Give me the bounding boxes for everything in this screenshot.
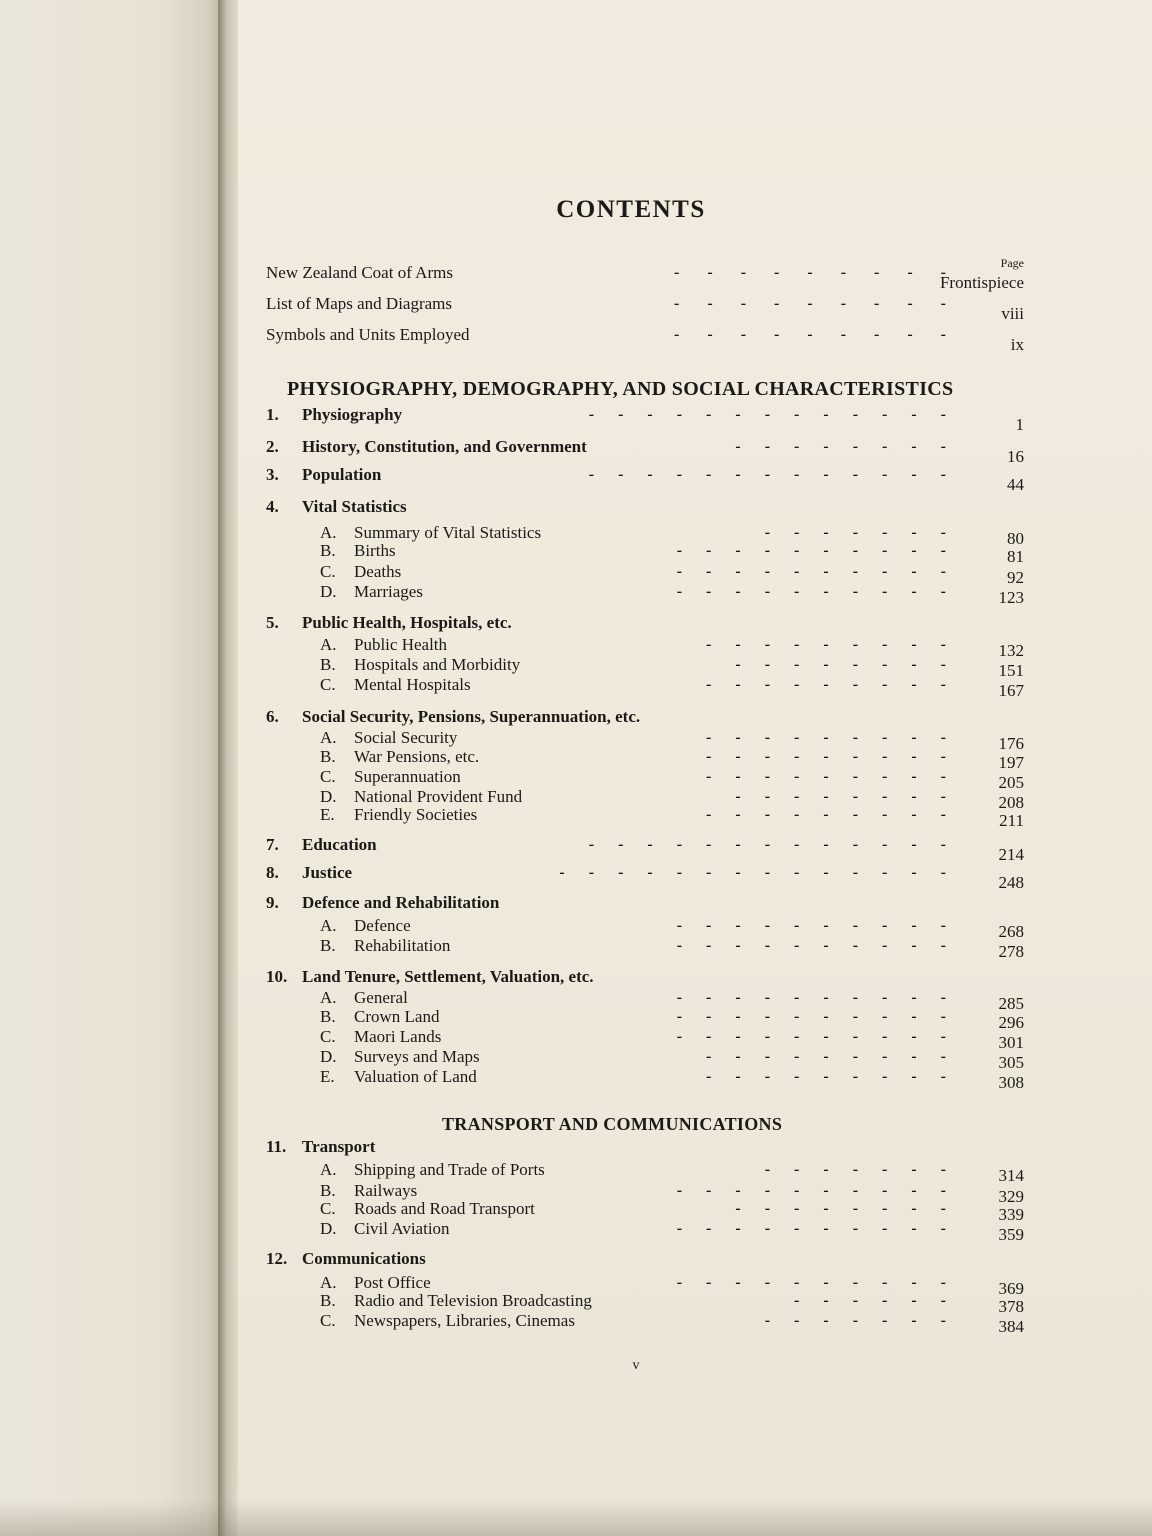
- toc-entry-title: Deaths: [354, 562, 402, 581]
- toc-page-number: 214: [998, 845, 1024, 864]
- toc-page-number: 359: [998, 1225, 1024, 1244]
- toc-leader-dashes: - - - - - - - -: [735, 656, 946, 673]
- toc-entry: [266, 1159, 1024, 1185]
- toc-entry-letter: C.: [320, 1199, 336, 1218]
- toc-entry: [266, 1136, 1024, 1158]
- toc-entry: [266, 674, 1024, 700]
- toc-entry-number: 12.: [266, 1249, 288, 1268]
- toc-entry: [266, 634, 1024, 660]
- toc-page-number: 176: [998, 734, 1024, 753]
- toc-entry-title: Population: [302, 465, 382, 484]
- toc-entry: [266, 1026, 1024, 1052]
- toc-entry-letter: D.: [320, 1047, 337, 1066]
- toc-entry-title: Surveys and Maps: [354, 1047, 480, 1066]
- toc-entry-title: General: [354, 988, 408, 1007]
- toc-leader-dashes: - - - - - - - - -: [706, 748, 946, 765]
- toc-entry-title: Shipping and Trade of Ports: [354, 1160, 545, 1179]
- toc-entry-letter: B.: [320, 655, 336, 674]
- toc-entry: [266, 935, 1024, 961]
- toc-entry: [266, 804, 1024, 830]
- toc-entry-letter: A.: [320, 916, 337, 935]
- toc-leader-dashes: - - - - - - - - - - - - -: [588, 466, 946, 483]
- toc-entry-letter: C.: [320, 1027, 336, 1046]
- toc-entry-letter: C.: [320, 1311, 336, 1330]
- toc-entry-number: 10.: [266, 967, 288, 986]
- toc-entry: [266, 464, 1024, 494]
- toc-entry-letter: E.: [320, 1067, 335, 1086]
- toc-entry-title: Transport: [302, 1137, 376, 1156]
- toc-entry-letter: B.: [320, 1007, 336, 1026]
- toc-leader-dashes: - - - - - - - - -: [706, 806, 946, 823]
- toc-entry-title: Hospitals and Morbidity: [354, 655, 521, 674]
- toc-leader-dashes: - - - - - - - - - -: [676, 1028, 946, 1045]
- toc-entry: [266, 1310, 1024, 1336]
- toc-entry-title: Mental Hospitals: [354, 675, 471, 694]
- toc-entry-number: 7.: [266, 835, 279, 854]
- toc-entry: [266, 540, 1024, 566]
- toc-entry-number: 11.: [266, 1137, 287, 1156]
- toc-leader-dashes: - - - - - - - -: [735, 788, 946, 805]
- toc-entry-title: Defence and Rehabilitation: [302, 893, 500, 912]
- toc-entry: [266, 1066, 1024, 1092]
- toc-page-number: 80: [1007, 529, 1024, 548]
- toc-page-number: 308: [998, 1073, 1024, 1092]
- toc-page-number: 16: [1007, 447, 1024, 466]
- toc-entry-title: Public Health: [354, 635, 448, 654]
- toc-entry-number: 9.: [266, 893, 279, 912]
- toc-entry: [266, 1198, 1024, 1224]
- toc-leader-dashes: - - - - - - - - -: [674, 326, 946, 343]
- toc-entry-letter: A.: [320, 635, 337, 654]
- toc-leader-dashes: - - - - - - - - - - - - - -: [559, 864, 946, 881]
- toc-page-number: 296: [998, 1013, 1024, 1032]
- toc-page-number: viii: [1001, 304, 1024, 323]
- toc-page-number: 268: [998, 922, 1024, 941]
- toc-entry-letter: E.: [320, 805, 335, 824]
- toc-entry-letter: C.: [320, 767, 336, 786]
- toc-entry-title: Justice: [302, 863, 353, 882]
- toc-entry-title: Education: [302, 835, 377, 854]
- toc-entry-letter: C.: [320, 562, 336, 581]
- toc-leader-dashes: - - - - - - - - -: [706, 729, 946, 746]
- toc-leader-dashes: - - - - - - - - - - - - -: [588, 406, 946, 423]
- toc-entry-title: List of Maps and Diagrams: [266, 294, 453, 313]
- toc-entry: [266, 892, 1024, 914]
- toc-entry-title: Social Security, Pensions, Superannuation, etc.: [302, 707, 641, 726]
- toc-entry-title: Vital Statistics: [302, 497, 407, 516]
- toc-entry-title: Friendly Societies: [354, 805, 478, 824]
- toc-entry-title: Superannuation: [354, 767, 461, 786]
- toc-page-number: 305: [998, 1053, 1024, 1072]
- toc-entry-number: 3.: [266, 465, 279, 484]
- toc-entry: [266, 324, 1024, 354]
- toc-leader-dashes: - - - - - - - - -: [706, 1068, 946, 1085]
- toc-page-number: 44: [1007, 475, 1024, 494]
- toc-entry-title: Public Health, Hospitals, etc.: [302, 613, 512, 632]
- toc-entry: [266, 612, 1024, 634]
- toc-entry: [266, 966, 1024, 988]
- toc-entry: [266, 1046, 1024, 1072]
- toc-entry: [266, 1248, 1024, 1270]
- toc-leader-dashes: - - - - - - - - - -: [676, 937, 946, 954]
- toc-page-number: 378: [998, 1297, 1024, 1316]
- toc-entry-title: New Zealand Coat of Arms: [266, 263, 453, 282]
- toc-page-number: 285: [998, 994, 1024, 1013]
- toc-entry-letter: C.: [320, 675, 336, 694]
- section-heading: TRANSPORT AND COMMUNICATIONS: [442, 1114, 783, 1134]
- toc-entry-title: Maori Lands: [354, 1027, 442, 1046]
- toc-entry: [266, 581, 1024, 607]
- toc-leader-dashes: - - - - - - - - - -: [676, 563, 946, 580]
- toc-leader-dashes: - - - - - - - - - -: [676, 917, 946, 934]
- section-heading: PHYSIOGRAPHY, DEMOGRAPHY, AND SOCIAL CHARACTERISTICS: [287, 378, 954, 400]
- toc-leader-dashes: - - - - - - - - -: [674, 264, 946, 281]
- toc-entry-letter: D.: [320, 582, 337, 601]
- toc-leader-dashes: - - - - - - - - -: [674, 295, 946, 312]
- toc-leader-dashes: - - - - - -: [794, 1292, 946, 1309]
- toc-entry: [266, 293, 1024, 323]
- toc-entry-title: Marriages: [354, 582, 423, 601]
- toc-page-number: 151: [998, 661, 1024, 680]
- page-column-label: Page: [1000, 256, 1024, 270]
- toc-page-number: 92: [1007, 568, 1024, 587]
- toc-entry-title: Valuation of Land: [354, 1067, 477, 1086]
- toc-entry: [266, 1006, 1024, 1032]
- toc-leader-dashes: - - - - - - - - - - - - -: [588, 836, 946, 853]
- toc-page-number: 1: [1015, 415, 1024, 434]
- toc-entry-letter: A.: [320, 1273, 337, 1292]
- left-page-bleed-through: [12, 320, 212, 1220]
- toc-entry: [266, 915, 1024, 941]
- page-folio: v: [632, 1358, 640, 1373]
- toc-page-number: 314: [998, 1166, 1024, 1185]
- toc-entry-letter: A.: [320, 728, 337, 747]
- toc-entry: [266, 262, 1024, 292]
- toc-leader-dashes: - - - - - - - - -: [706, 768, 946, 785]
- toc-page-number: 339: [998, 1205, 1024, 1224]
- toc-page-number: 197: [998, 753, 1024, 772]
- toc-entry-letter: B.: [320, 541, 336, 560]
- toc-page-number: 211: [999, 811, 1024, 830]
- toc-entry-title: Rehabilitation: [354, 936, 451, 955]
- toc-entry: [266, 436, 1024, 466]
- toc-entry-title: Defence: [354, 916, 411, 935]
- toc-page-number: 132: [998, 641, 1024, 660]
- toc-entry-letter: B.: [320, 1181, 336, 1200]
- toc-entry: [266, 561, 1024, 587]
- toc-entry-title: Communications: [302, 1249, 426, 1268]
- toc-entry-number: 4.: [266, 497, 279, 516]
- toc-page-number: 248: [998, 873, 1024, 892]
- toc-entry-title: Railways: [354, 1181, 418, 1200]
- toc-entry: [266, 746, 1024, 772]
- toc-page-number: ix: [1010, 335, 1024, 354]
- toc-entry-letter: A.: [320, 523, 337, 542]
- toc-page-number: 123: [998, 588, 1024, 607]
- toc-entry-number: 1.: [266, 405, 279, 424]
- toc-leader-dashes: - - - - - - - - - -: [676, 542, 946, 559]
- toc-entry-title: War Pensions, etc.: [354, 747, 480, 766]
- toc-entry-letter: A.: [320, 1160, 337, 1179]
- toc-entry-number: 6.: [266, 707, 279, 726]
- toc-entry-title: National Provident Fund: [354, 787, 523, 806]
- toc-leader-dashes: - - - - - - - - - -: [676, 1220, 946, 1237]
- toc-entry: [266, 404, 1024, 434]
- toc-entry-title: Births: [354, 541, 396, 560]
- toc-entry-title: Radio and Television Broadcasting: [354, 1291, 592, 1310]
- toc-entry: [266, 706, 1024, 728]
- toc-page-number: 81: [1007, 547, 1024, 566]
- toc-page-number: 301: [998, 1033, 1024, 1052]
- toc-leader-dashes: - - - - - - -: [764, 524, 946, 541]
- toc-entry: [266, 1218, 1024, 1244]
- toc-leader-dashes: - - - - - - - -: [735, 438, 946, 455]
- toc-leader-dashes: - - - - - - - - - -: [676, 989, 946, 1006]
- toc-entry-letter: A.: [320, 988, 337, 1007]
- toc-entry-title: Symbols and Units Employed: [266, 325, 470, 344]
- toc-entry-letter: B.: [320, 936, 336, 955]
- toc-page-number: 384: [998, 1317, 1024, 1336]
- toc-entry-title: Social Security: [354, 728, 458, 747]
- toc-entry: [266, 834, 1024, 864]
- toc-entry-letter: D.: [320, 787, 337, 806]
- toc-entry-title: Post Office: [354, 1273, 431, 1292]
- toc-entry-title: Physiography: [302, 405, 403, 424]
- book-gutter: [218, 0, 240, 1536]
- toc-page-number: 278: [998, 942, 1024, 961]
- toc-leader-dashes: - - - - - - - - -: [706, 676, 946, 693]
- toc-entry-title: Summary of Vital Statistics: [354, 523, 542, 542]
- toc-entry-letter: B.: [320, 1291, 336, 1310]
- toc-page-number: 167: [998, 681, 1024, 700]
- toc-leader-dashes: - - - - - - -: [764, 1312, 946, 1329]
- toc-entry-number: 5.: [266, 613, 279, 632]
- toc-entry-title: History, Constitution, and Government: [302, 437, 587, 456]
- toc-page-number: 329: [998, 1187, 1024, 1206]
- toc-page-number: 369: [998, 1279, 1024, 1298]
- toc-entry: [266, 1290, 1024, 1316]
- toc-entry-letter: B.: [320, 747, 336, 766]
- toc-entry-number: 2.: [266, 437, 279, 456]
- toc-entry-letter: D.: [320, 1219, 337, 1238]
- toc-page-number: Frontispiece: [939, 273, 1024, 292]
- toc-entry-title: Land Tenure, Settlement, Valuation, etc.: [302, 967, 594, 986]
- toc-page-number: 205: [998, 773, 1024, 792]
- toc-leader-dashes: - - - - - - - -: [735, 1200, 946, 1217]
- toc-leader-dashes: - - - - - - - - - -: [676, 1008, 946, 1025]
- toc-entry-title: Civil Aviation: [354, 1219, 450, 1238]
- toc-entry-title: Newspapers, Libraries, Cinemas: [354, 1311, 575, 1330]
- toc-entry: [266, 862, 1024, 892]
- toc-entry: [266, 496, 1024, 518]
- toc-leader-dashes: - - - - - - - - -: [706, 636, 946, 653]
- toc-entry-number: 8.: [266, 863, 279, 882]
- left-page: [0, 0, 225, 1536]
- toc-leader-dashes: - - - - - - - - - -: [676, 1274, 946, 1291]
- toc-entry-title: Crown Land: [354, 1007, 440, 1026]
- toc-entry: [266, 654, 1024, 680]
- toc-leader-dashes: - - - - - - - - - -: [676, 1182, 946, 1199]
- toc-entry: [266, 766, 1024, 792]
- toc-leader-dashes: - - - - - - - - -: [706, 1048, 946, 1065]
- bottom-shadow: [0, 1500, 1152, 1536]
- toc-entry-title: Roads and Road Transport: [354, 1199, 535, 1218]
- toc-page-number: 208: [998, 793, 1024, 812]
- toc-leader-dashes: - - - - - - -: [764, 1161, 946, 1178]
- contents-title: CONTENTS: [556, 196, 706, 223]
- toc-leader-dashes: - - - - - - - - - -: [676, 583, 946, 600]
